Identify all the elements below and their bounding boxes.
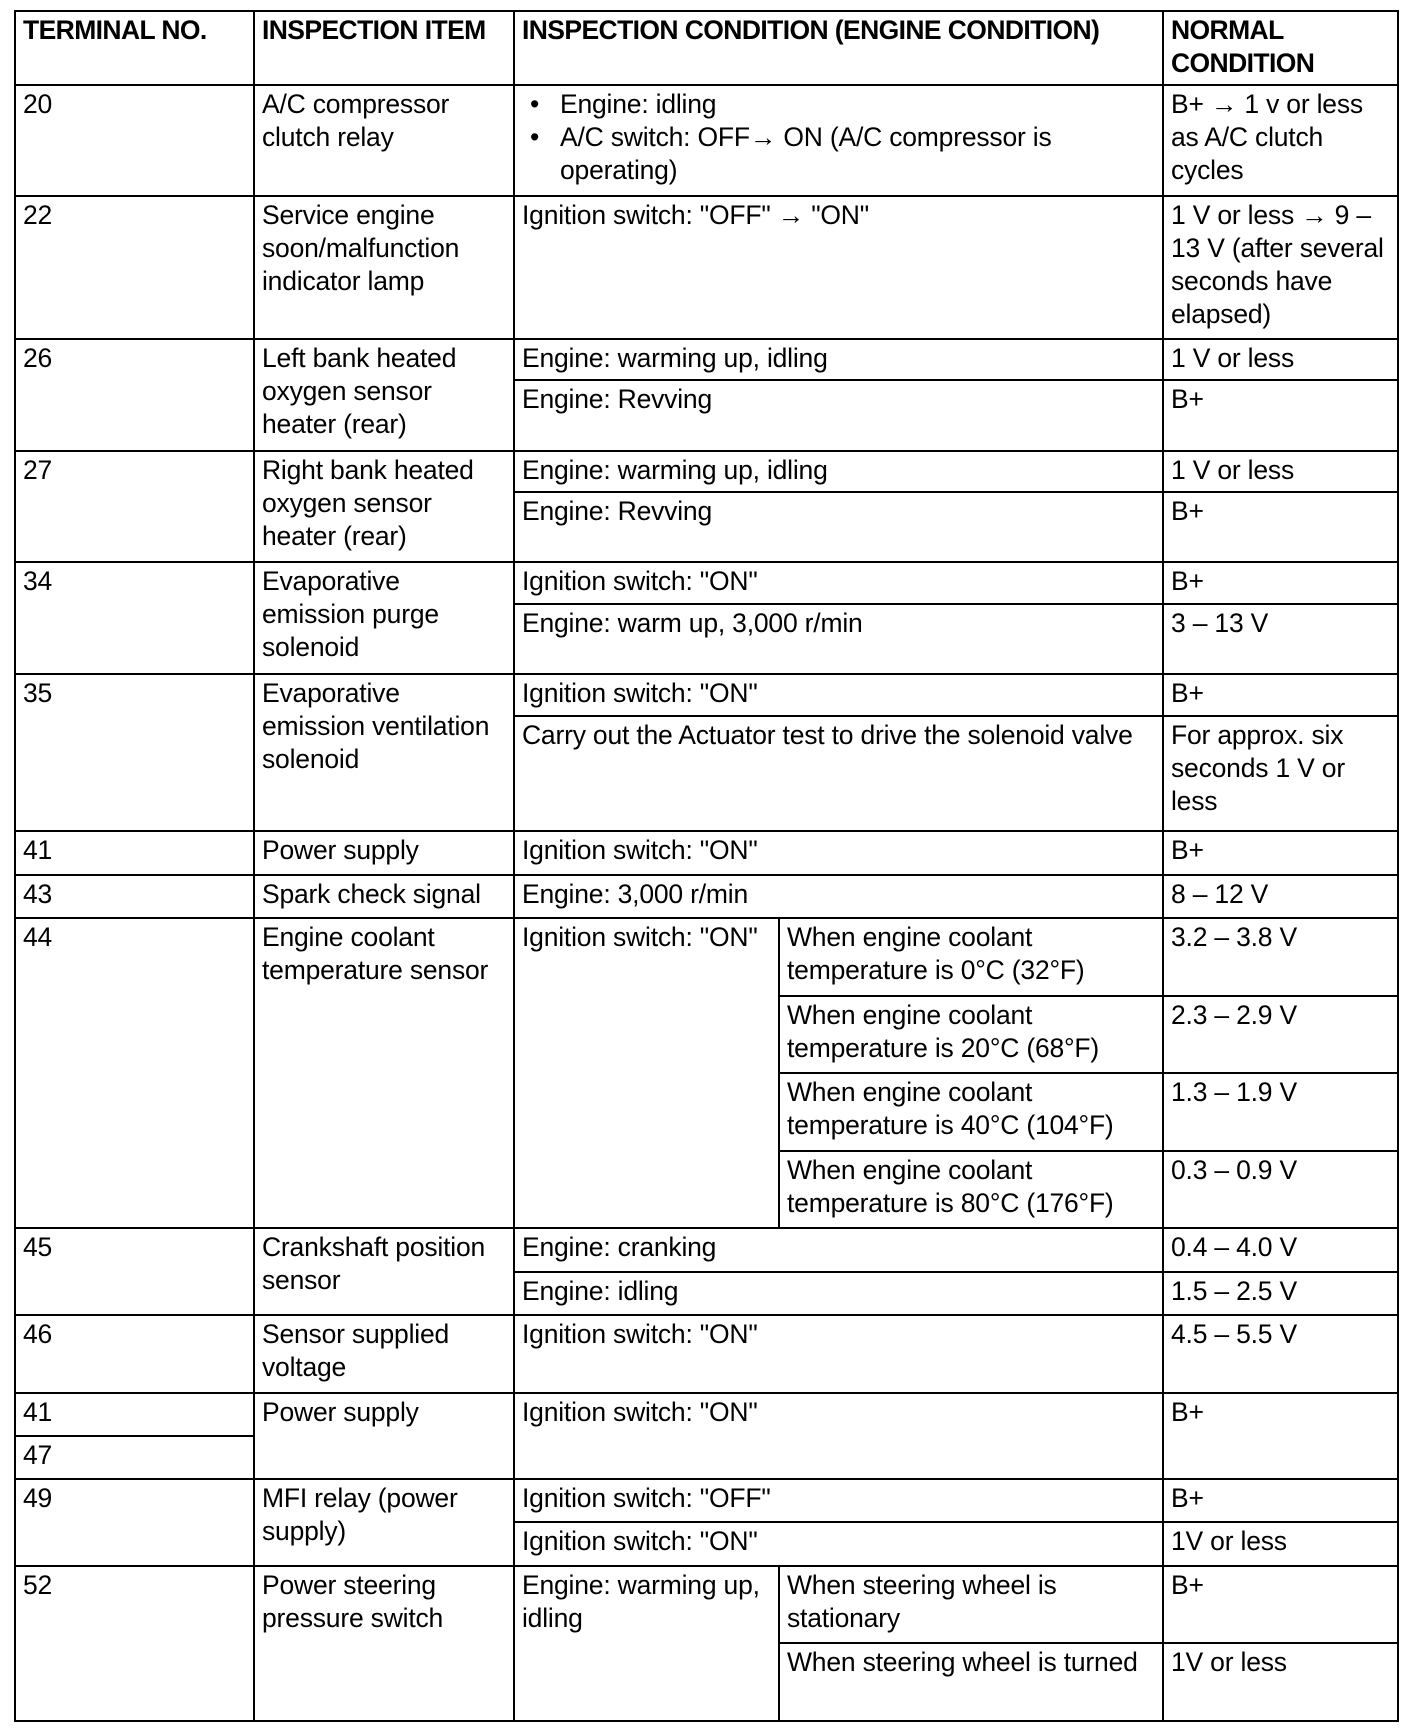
list-item: • Engine: idling (560, 88, 1156, 121)
normal-cell: B+ (1163, 1566, 1398, 1644)
normal-cell: 0.3 – 0.9 V (1163, 1151, 1398, 1229)
terminal-cell: 22 (15, 196, 254, 339)
table-row (15, 339, 1398, 380)
item-cell: Right bank heated oxygen sensor heater (rear) (254, 451, 514, 563)
condition-cell: Ignition switch: "ON" (514, 1393, 1163, 1480)
normal-cell: 1V or less (1163, 1522, 1398, 1565)
terminal-cell: 35 (15, 674, 254, 831)
table-row (15, 196, 1398, 339)
item-cell: Power supply (254, 1393, 514, 1480)
sub-condition-cell: When steering wheel is turned (779, 1643, 1163, 1721)
item-cell: A/C compressor clutch relay (254, 85, 514, 196)
terminal-cell: 49 (15, 1479, 254, 1566)
item-cell: Engine coolant temperature sensor (254, 918, 514, 1228)
normal-cell: 1 V or less → 9 – 13 V (after several seconds have elapsed) (1163, 196, 1398, 339)
condition-cell: Engine: cranking (514, 1228, 1163, 1271)
condition-cell: Engine: 3,000 r/min (514, 875, 1163, 918)
terminal-cell: 27 (15, 451, 254, 563)
table-row (15, 562, 1398, 603)
item-cell: Spark check signal (254, 875, 514, 918)
table-row (15, 831, 1398, 874)
terminal-cell: 41 (15, 831, 254, 874)
condition-cell: Engine: warm up, 3,000 r/min (514, 604, 1163, 675)
normal-cell: 1 V or less (1163, 451, 1398, 492)
condition-cell: Engine: Revving (514, 492, 1163, 563)
item-cell: Power steering pressure switch (254, 1566, 514, 1721)
condition-cell: Engine: warming up, idling (514, 451, 1163, 492)
item-cell: Power supply (254, 831, 514, 874)
sub-condition-cell: When engine coolant temperature is 40°C (104°F) (779, 1073, 1163, 1151)
list-item: • A/C switch: OFF→ ON (A/C compressor is operating) (560, 121, 1156, 187)
condition-bullet-list (522, 88, 1156, 187)
normal-cell: 1 V or less (1163, 339, 1398, 380)
condition-cell: Ignition switch: "OFF" (514, 1479, 1163, 1522)
table-row (15, 1393, 1398, 1436)
item-cell: Service engine soon/malfunction indicator lamp (254, 196, 514, 339)
terminal-cell: 44 (15, 918, 254, 1228)
normal-cell: For approx. six seconds 1 V or less (1163, 716, 1398, 832)
condition-cell: Ignition switch: "ON" (514, 831, 1163, 874)
sub-condition-cell: When engine coolant temperature is 80°C (176°F) (779, 1151, 1163, 1229)
normal-cell: 2.3 – 2.9 V (1163, 996, 1398, 1074)
sub-condition-cell: When engine coolant temperature is 0°C (32°F) (779, 918, 1163, 996)
normal-cell: B+ (1163, 562, 1398, 603)
terminal-cell: 46 (15, 1315, 254, 1393)
normal-cell: B+ (1163, 1393, 1398, 1480)
terminal-cell: 20 (15, 85, 254, 196)
table-row (15, 451, 1398, 492)
normal-cell: B+ (1163, 380, 1398, 451)
header-terminal-no: TERMINAL NO. (15, 11, 254, 85)
condition-cell: Engine: idling (514, 1272, 1163, 1315)
condition-cell: Ignition switch: "ON" (514, 918, 779, 1228)
table-row (15, 1479, 1398, 1522)
terminal-inspection-table (14, 10, 1399, 1722)
condition-cell: Ignition switch: "ON" (514, 1315, 1163, 1393)
table-row (15, 1315, 1398, 1393)
header-inspection-item: INSPECTION ITEM (254, 11, 514, 85)
normal-cell: 4.5 – 5.5 V (1163, 1315, 1398, 1393)
item-cell: MFI relay (power supply) (254, 1479, 514, 1566)
sub-condition-cell: When engine coolant temperature is 20°C (68°F) (779, 996, 1163, 1074)
table-row (15, 85, 1398, 196)
condition-cell: Ignition switch: "ON" (514, 1522, 1163, 1565)
terminal-cell: 52 (15, 1566, 254, 1721)
condition-cell (514, 85, 1163, 196)
terminal-cell: 34 (15, 562, 254, 674)
normal-cell: B+ → 1 v or less as A/C clutch cycles (1163, 85, 1398, 196)
sub-condition-cell: When steering wheel is stationary (779, 1566, 1163, 1644)
item-cell: Evaporative emission purge solenoid (254, 562, 514, 674)
table-row (15, 1228, 1398, 1271)
normal-cell: 1.3 – 1.9 V (1163, 1073, 1398, 1151)
condition-cell: Engine: Revving (514, 380, 1163, 451)
normal-cell: 3.2 – 3.8 V (1163, 918, 1398, 996)
terminal-cell: 26 (15, 339, 254, 451)
condition-cell: Engine: warming up, idling (514, 339, 1163, 380)
normal-cell: B+ (1163, 1479, 1398, 1522)
condition-cell: Ignition switch: "ON" (514, 562, 1163, 603)
item-cell: Left bank heated oxygen sensor heater (rear) (254, 339, 514, 451)
terminal-cell: 43 (15, 875, 254, 918)
condition-cell: Engine: warming up, idling (514, 1566, 779, 1721)
condition-cell: Carry out the Actuator test to drive the solenoid valve (514, 716, 1163, 832)
header-inspection-condition: INSPECTION CONDITION (ENGINE CONDITION) (514, 11, 1163, 85)
terminal-cell: 47 (15, 1436, 254, 1479)
condition-cell: Ignition switch: "ON" (514, 674, 1163, 715)
normal-cell: B+ (1163, 674, 1398, 715)
table-row (15, 918, 1398, 996)
header-normal-condition: NORMAL CONDITION (1163, 11, 1398, 85)
table-row (15, 674, 1398, 715)
item-cell: Evaporative emission ventilation solenoid (254, 674, 514, 831)
item-cell: Crankshaft position sensor (254, 1228, 514, 1315)
normal-cell: 1V or less (1163, 1643, 1398, 1721)
item-cell: Sensor supplied voltage (254, 1315, 514, 1393)
normal-cell: 1.5 – 2.5 V (1163, 1272, 1398, 1315)
terminal-cell: 41 (15, 1393, 254, 1436)
normal-cell: B+ (1163, 492, 1398, 563)
normal-cell: 3 – 13 V (1163, 604, 1398, 675)
normal-cell: B+ (1163, 831, 1398, 874)
normal-cell: 0.4 – 4.0 V (1163, 1228, 1398, 1271)
table-row (15, 1566, 1398, 1644)
normal-cell: 8 – 12 V (1163, 875, 1398, 918)
condition-cell: Ignition switch: "OFF" → "ON" (514, 196, 1163, 339)
table-row (15, 875, 1398, 918)
header-row (15, 11, 1398, 85)
terminal-cell: 45 (15, 1228, 254, 1315)
